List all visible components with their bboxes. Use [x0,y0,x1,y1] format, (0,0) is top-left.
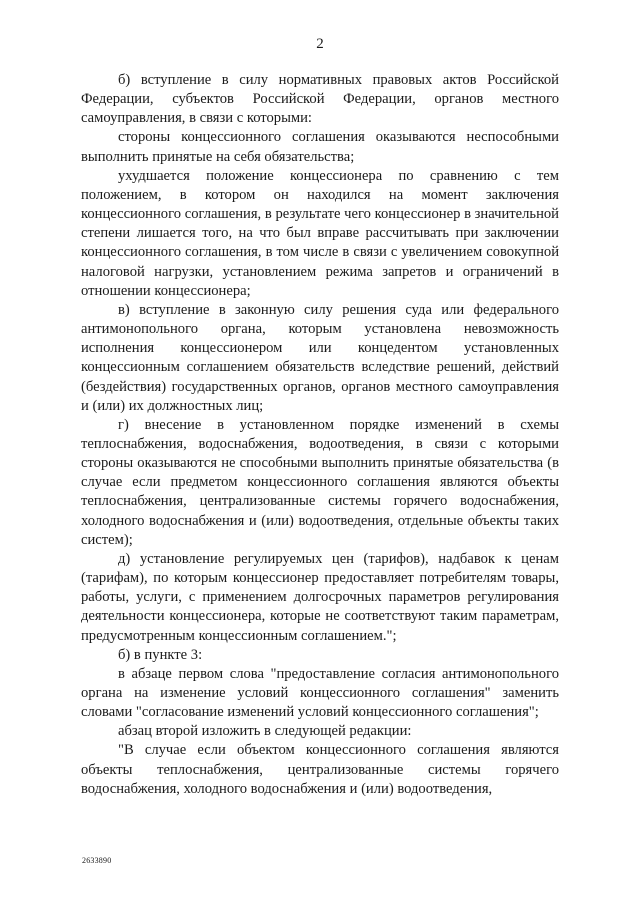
paragraph-g-scheme-changes: г) внесение в установленном порядке изменений в схемы теплоснабжения, водоснабжения, водоотведения, в связи с которыми стороны оказываются не способными выполнить принятые обязательства (в случае если предметом концессионного соглашения являются объекты теплоснабжения, централизованные системы горячего водоснабжения, холодного водоснабжения и (или) водоотведения, отдельные объекты таких систем); [81,416,559,548]
document-body [81,71,559,799]
paragraph-quoted-text: "В случае если объектом концессионного соглашения являются объекты теплоснабжения, централизованные системы горячего водоснабжения, холодного водоснабжения и (или) водоотведения, [81,742,559,797]
paragraph-b-point-3: б) в пункте 3: [118,646,203,663]
paragraph-b-normative-acts: б) вступление в силу нормативных правовых актов Российской Федерации, субъектов Российской Федерации, органов местного самоуправления, в связи с которыми: [81,72,559,127]
paragraph-v-court-decision: в) вступление в законную силу решения суда или федерального антимонопольного органа, которым установлена невозможность исполнения концессионером или концедентом установленных концессионным соглашением обязательств вследствие решений, действий (бездействия) государственных органов, органов местного самоуправления и (или) их должностных лиц; [81,301,559,414]
paragraph-d-regulated-prices: д) установление регулируемых цен (тарифов), надбавок к ценам (тарифам), по которым концессионер предоставляет потребителям товары, работы, услуги, с применением долгосрочных параметров регулирования деятельности концессионера, которые не соответствуют таким параметрам, предусмотренным концессионным соглашением."; [81,550,559,644]
page-number: 2 [316,36,324,52]
paragraph-position-worsens: ухудшается положение концессионера по сравнению с тем положением, в котором он находился на момент заключения концессионного соглашения, в результате чего концессионер в значительной степени лишается того, на что был вправе рассчитывать при заключении концессионного соглашения, в том числе в связи с увеличением совокупной налоговой нагрузки, установлением режима запретов и ограничений в отношении концессионера; [81,167,559,299]
paragraph-parties-unable: стороны концессионного соглашения оказываются неспособными выполнить принятые на себя обязательства; [81,129,559,165]
paragraph-first-abzac: в абзаце первом слова "предоставление согласия антимонопольного органа на изменение условий концессионного соглашения" заменить словами "согласование изменений условий концессионного соглашения"; [81,665,559,721]
paragraph-second-abzac: абзац второй изложить в следующей редакции: [118,723,412,740]
document-code: 2633890 [82,856,112,865]
